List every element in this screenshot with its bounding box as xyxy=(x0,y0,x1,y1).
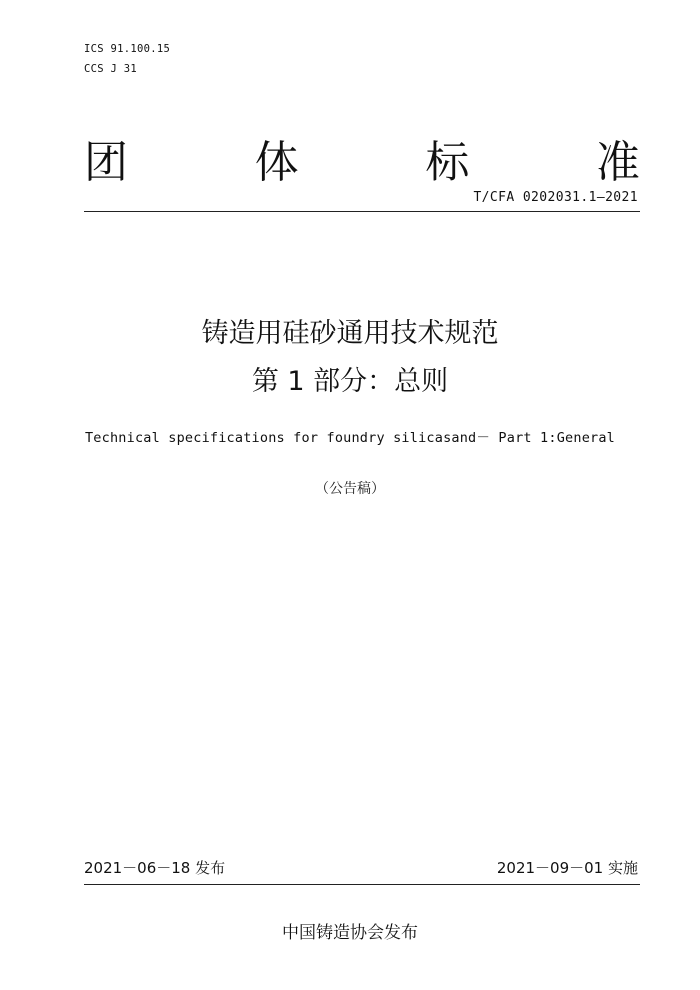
standard-type-title xyxy=(84,136,640,190)
implementation-date: 2021－09－01 实施 xyxy=(496,859,638,877)
ccs-code: CCS J 31 xyxy=(84,63,137,75)
ics-code: ICS 91.100.15 xyxy=(84,43,171,55)
release-date: 2021－06－18 发布 xyxy=(84,859,226,877)
document-title: 铸造用硅砂通用技术规范 xyxy=(201,318,499,349)
standard-type-char: 团 xyxy=(84,137,128,188)
document-subtitle: 第 1 部分：总则 xyxy=(251,366,449,397)
standard-type-char: 标 xyxy=(425,137,470,188)
standard-type-char: 体 xyxy=(254,137,299,188)
standard-type-char: 准 xyxy=(595,137,640,188)
standard-number: T/CFA 0202031.1—2021 xyxy=(473,190,638,205)
publisher: 中国铸造协会发布 xyxy=(282,923,418,943)
document-title-english: Technical specifications for foundry silicasand－ Part 1:General xyxy=(84,430,616,446)
draft-status-note: （公告稿） xyxy=(315,481,385,497)
header-divider xyxy=(84,211,640,212)
footer-divider xyxy=(84,884,640,885)
